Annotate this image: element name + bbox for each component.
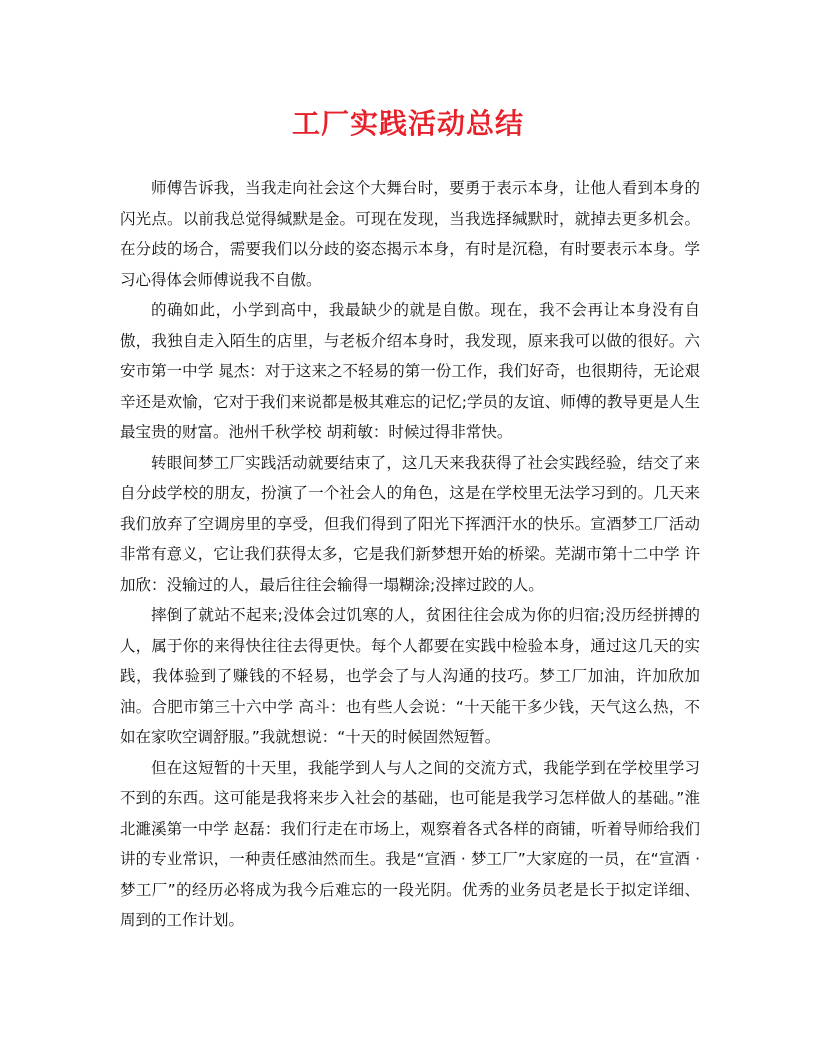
paragraph-4: 摔倒了就站不起来;没体会过饥寒的人，贫困往往会成为你的归宿;没历经拼搏的人，属于你的来得快往往去得更快。每个人都要在实践中检验本身，通过这几天的实践，我体验到了赚钱的不轻易，也学会了与人沟通的技巧。梦工厂加油，许加欣加油。合肥市第三十六中学 高斗：也有些人会说：“十天能干多少钱，天气这么热，不如在家吹空调舒服。”我就想说：“十天的时候固然短暂。 (120, 606, 700, 746)
document-title: 工厂实践活动总结 (291, 107, 524, 140)
paragraph-5: 但在这短暂的十天里，我能学到人与人之间的交流方式，我能学到在学校里学习不到的东西。这可能是我将来步入社会的基础，也可能是我学习怎样做人的基础。”淮北濉溪第一中学 赵磊：我们行走在市场上，观察着各式各样的商铺，听着导师给我们讲的专业常识，一种责任感油然而生。我是“宣酒 · 梦工厂”大家庭的一员，在“宣酒 · 梦工厂”的经历必将成为我今后难忘的一段光阴。优秀的业务员老是长于拟定详细、周到的工作计划。 (120, 758, 700, 929)
paragraph-3: 转眼间梦工厂实践活动就要结束了，这几天来我获得了社会实践经验，结交了来自分歧学校的朋友，扮演了一个社会人的角色，这是在学校里无法学习到的。几天来我们放弃了空调房里的享受，但我们得到了阳光下挥洒汗水的快乐。宣酒梦工厂活动非常有意义，它让我们获得太多，它是我们新梦想开始的桥梁。芜湖市第十二中学 许加欣：没输过的人，最后往往会输得一塌糊涂;没摔过跤的人。 (120, 453, 700, 594)
document-body (120, 173, 700, 936)
paragraph-1: 师傅告诉我，当我走向社会这个大舞台时，要勇于表示本身，让他人看到本身的闪光点。以前我总觉得缄默是金。可现在发现，当我选择缄默时，就掉去更多机会。在分歧的场合，需要我们以分歧的姿态揭示本身，有时是沉稳，有时要表示本身。学习心得体会师傅说我不自傲。 (120, 179, 700, 289)
paragraph-2: 的确如此，小学到高中，我最缺少的就是自傲。现在，我不会再让本身没有自傲，我独自走入陌生的店里，与老板介绍本身时，我发现，原来我可以做的很好。六安市第一中学 晁杰：对于这来之不轻易的第一份工作，我们好奇，也很期待，无论艰辛还是欢愉，它对于我们来说都是极其难忘的记忆;学员的友谊、师傅的教导更是人生最宝贵的财富。池州千秋学校 胡莉敏：时候过得非常快。 (120, 301, 700, 441)
